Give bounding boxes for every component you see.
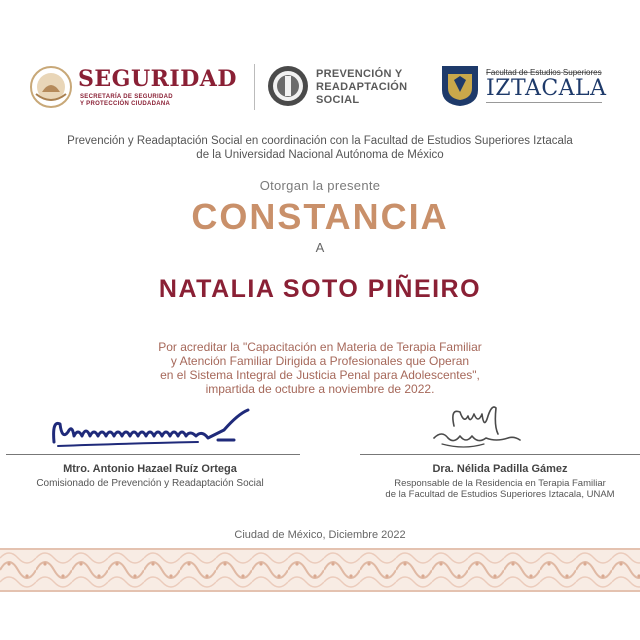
unam-shield-icon [440,64,480,108]
certificate-title: CONSTANCIA [191,196,449,237]
prevencion-line2: READAPTACIÓN [316,81,408,93]
reason-line1: Por acreditar la "Capacitación en Materia de Terapia Familiar [158,340,482,354]
signatory-1-role: Comisionado de Prevención y Readaptación Social [36,478,264,489]
intro-line1: Prevención y Readaptación Social en coordinación con la Facultad de Estudios Superiores Iztacala [67,135,573,147]
decorative-border-band [0,548,640,592]
signature-left [48,406,258,456]
signature-line-right [360,454,640,455]
reason-line3: en el Sistema Integral de Justicia Penal para Adolescentes", [160,368,480,382]
iztacala-faculty-label: Facultad de Estudios Superiores [486,68,602,77]
prevencion-line3: SOCIAL [316,94,360,106]
seguridad-subtitle [80,94,173,108]
seguridad-subtitle-line1: SECRETARÍA DE SEGURIDAD [80,94,173,100]
signature-line-left [6,454,300,455]
iztacala-title: IZTACALA [486,76,607,101]
signatory-2-role-line1: Responsable de la Residencia en Terapia Familiar [394,478,606,489]
intro-line2: de la Universidad Nacional Autónoma de México [196,149,444,161]
mexico-coat-of-arms-icon [28,64,74,110]
recipient-name: NATALIA SOTO PIÑEIRO [158,275,482,303]
signatory-2-role-line2: de la Facultad de Estudios Superiores Iztacala, UNAM [385,489,615,500]
logo-row [0,58,640,118]
intro-text [0,134,640,162]
prevencion-title [316,68,407,107]
signatory-2-name: Dra. Nélida Padilla Gámez [432,463,568,475]
reason-line2: y Atención Familiar Dirigida a Profesionales que Operan [170,354,470,368]
signature-right [424,400,534,456]
iztacala-bottom-rule [486,102,602,103]
seguridad-title: SEGURIDAD [78,66,237,92]
prevencion-seal-icon [266,64,310,108]
to-label: A [315,240,325,255]
prevencion-line1: PREVENCIÓN Y [316,68,403,80]
place-date: Ciudad de México, Diciembre 2022 [234,529,406,541]
logo-divider [254,64,255,110]
reason-line4: impartida de octubre a noviembre de 2022. [205,382,435,396]
otorgan-text: Otorgan la presente [259,178,381,193]
seguridad-subtitle-line2: Y PROTECCIÓN CIUDADANA [80,101,171,107]
signatory-1-name: Mtro. Antonio Hazael Ruíz Ortega [63,463,237,475]
signatory-2-role [360,478,640,500]
reason-text [0,340,640,396]
